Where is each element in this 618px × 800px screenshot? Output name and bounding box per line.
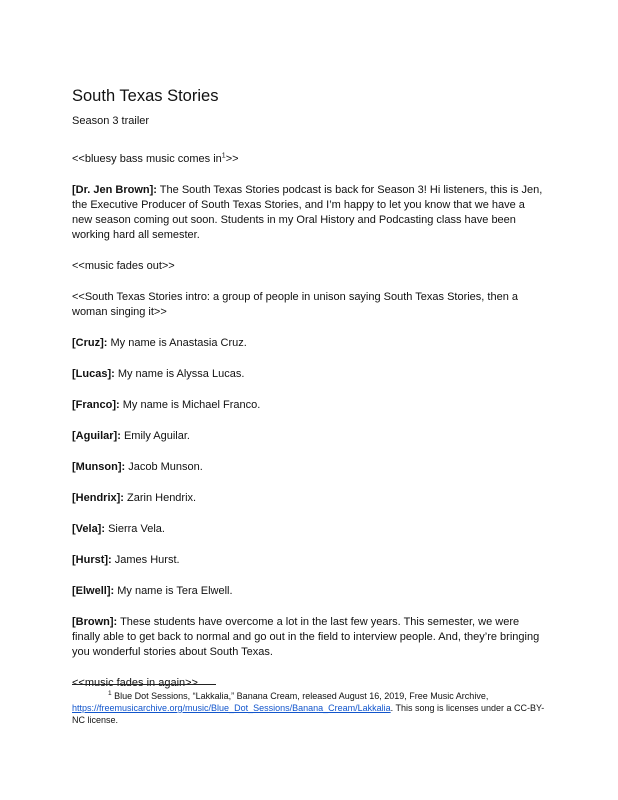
spoken-text: Sierra Vela. xyxy=(105,523,165,535)
transcript-line-lucas xyxy=(72,367,548,382)
footnote-reference[interactable]: 1 xyxy=(221,152,226,160)
speaker-label: [Cruz]: xyxy=(72,337,108,349)
cue-text: <<South Texas Stories intro: a group of people in unison saying South Texas Stories, then a woman singing it>> xyxy=(72,291,518,318)
footnote-license-text: . This song is licenses under a CC-BY-NC license. xyxy=(72,703,545,725)
transcript-line-franco xyxy=(72,398,548,413)
speaker-label: [Lucas]: xyxy=(72,368,115,380)
cue-text: <<music fades in again>> xyxy=(72,677,198,689)
speaker-label: [Dr. Jen Brown]: xyxy=(72,184,157,196)
cue-suffix: >> xyxy=(225,153,239,165)
spoken-text: These students have overcome a lot in the last few years. This semester, we were finally able to get back to normal and go out in the field to interview people. And, they’re bringing you wonderful stories about South Texas. xyxy=(72,616,540,658)
cue-text: <<bluesy bass music comes in xyxy=(72,153,222,165)
footnote-text: Blue Dot Sessions, “Lakkalia,” Banana Cream, released August 16, 2019, Free Music Archive, xyxy=(111,691,489,701)
speaker-label: [Aguilar]: xyxy=(72,430,121,442)
transcript-line-hendrix xyxy=(72,491,548,506)
spoken-text: My name is Alyssa Lucas. xyxy=(114,368,245,380)
footnote-divider xyxy=(72,684,216,685)
transcript-line-aguilar xyxy=(72,429,548,444)
speaker-label: [Franco]: xyxy=(72,399,120,411)
cue-text: <<music fades out>> xyxy=(72,260,175,272)
transcript-line-elwell xyxy=(72,584,548,599)
speaker-label: [Hurst]: xyxy=(72,554,112,566)
speaker-label: [Hendrix]: xyxy=(72,492,124,504)
transcript-line-jen-brown xyxy=(72,183,548,243)
spoken-text: Emily Aguilar. xyxy=(120,430,190,442)
speaker-label: [Vela]: xyxy=(72,523,106,535)
spoken-text: The South Texas Stories podcast is back for Season 3! Hi listeners, this is Jen, the Executive Producer of South Texas Stories, and I’m happy to let you know that we have a new season coming out soon. Students in my Oral History and Podcasting class have been working hard all semester. xyxy=(72,184,543,241)
transcript-cue-music-in xyxy=(72,152,548,167)
transcript-cue-music-out xyxy=(72,259,548,274)
speaker-label: [Elwell]: xyxy=(72,585,115,597)
footnote-link[interactable]: https://freemusicarchive.org/music/Blue_Dot_Sessions/Banana_Cream/Lakkalia xyxy=(72,703,391,713)
transcript-line-munson xyxy=(72,460,548,475)
spoken-text: Zarin Hendrix. xyxy=(123,492,197,504)
spoken-text: My name is Anastasia Cruz. xyxy=(107,337,247,349)
document-body xyxy=(72,86,548,707)
transcript-line-cruz xyxy=(72,336,548,351)
speaker-label: [Munson]: xyxy=(72,461,126,473)
footnote xyxy=(72,690,548,726)
transcript-line-vela xyxy=(72,522,548,537)
transcript-line-hurst xyxy=(72,553,548,568)
footnote-number: 1 xyxy=(108,690,112,697)
spoken-text: My name is Michael Franco. xyxy=(119,399,261,411)
transcript-line-brown xyxy=(72,615,548,660)
speaker-label: [Brown]: xyxy=(72,616,118,628)
document-title: South Texas Stories xyxy=(72,87,219,105)
spoken-text: My name is Tera Elwell. xyxy=(114,585,233,597)
document-subtitle: Season 3 trailer xyxy=(72,115,150,127)
spoken-text: Jacob Munson. xyxy=(125,461,203,473)
transcript-cue-intro xyxy=(72,290,548,320)
spoken-text: James Hurst. xyxy=(111,554,180,566)
